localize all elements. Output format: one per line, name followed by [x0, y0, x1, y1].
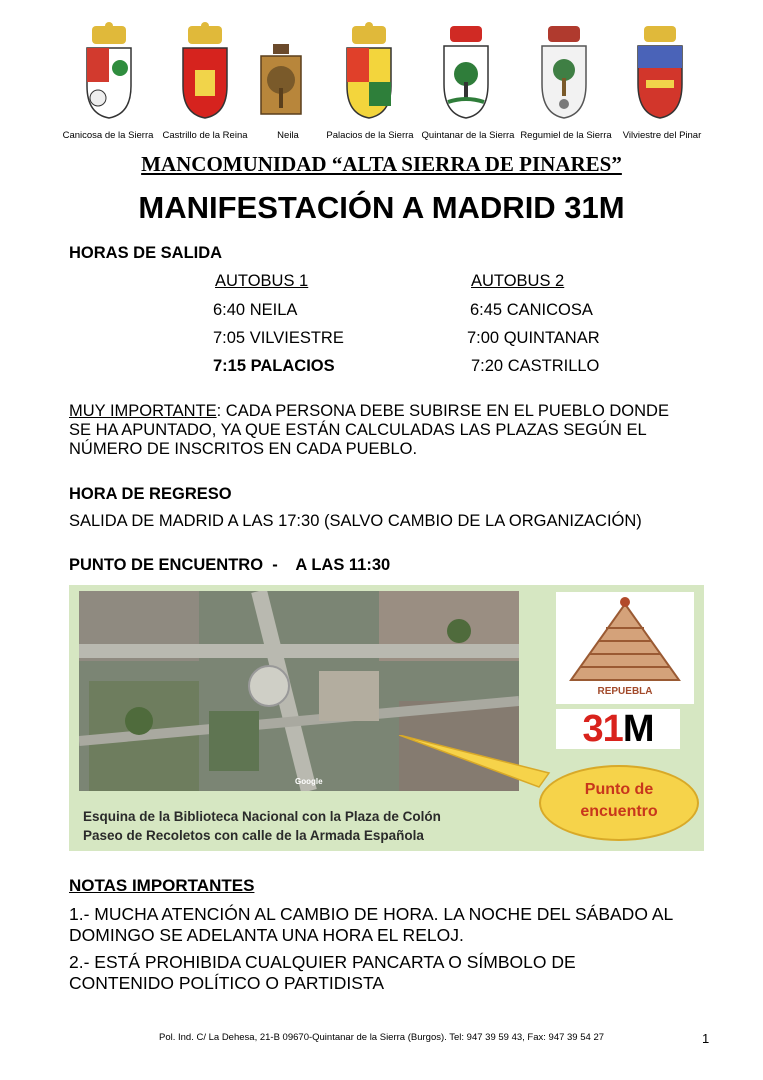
- meeting-map-panel: [69, 585, 704, 851]
- map-caption-line: Esquina de la Biblioteca Nacional con la Plaza de Colón: [83, 809, 441, 824]
- meeting-point-bubble: [539, 765, 699, 841]
- note-line: 1.- MUCHA ATENCIÓN AL CAMBIO DE HORA. LA NOCHE DEL SÁBADO AL: [69, 904, 674, 924]
- badge-letter: M: [622, 708, 654, 750]
- crest-palacios: [342, 22, 396, 122]
- repuebla-logo: [556, 592, 694, 704]
- page-number: 1: [702, 1031, 710, 1046]
- footer-address: Pol. Ind. C/ La Dehesa, 21-B 09670-Quintanar de la Sierra (Burgos). Tel: 947 39 59 43, Fax: 947 39 54 27: [158, 1032, 605, 1043]
- note-2: [69, 952, 709, 994]
- pointer-arrow: [399, 735, 559, 795]
- bus1-stop: 6:40 NEILA: [213, 301, 298, 319]
- map-caption-line: Paseo de Recoletos con calle de la Armada Española: [83, 828, 424, 843]
- crest-label: Canicosa de la Sierra: [62, 130, 154, 141]
- notes-heading: NOTAS IMPORTANTES: [69, 876, 255, 895]
- repuebla-logo-text: REPUEBLA: [597, 686, 653, 697]
- important-paragraph: [69, 402, 709, 459]
- page-title: MANIFESTACIÓN A MADRID 31M: [138, 190, 625, 225]
- crest-neila: [258, 22, 304, 122]
- note-line: DOMINGO SE ADELANTA UNA HORA EL RELOJ.: [69, 925, 464, 945]
- bus1-stop: 7:05 VILVIESTRE: [213, 329, 344, 347]
- crest-label: Neila: [277, 130, 299, 141]
- return-text: SALIDA DE MADRID A LAS 17:30 (SALVO CAMBIO DE LA ORGANIZACIÓN): [69, 512, 642, 530]
- note-1: [69, 904, 709, 946]
- return-heading: HORA DE REGRESO: [69, 485, 232, 503]
- badge-number: 31: [582, 708, 623, 750]
- bubble-line: Punto de: [584, 781, 654, 798]
- map-attribution: Google: [295, 777, 323, 786]
- crest-label: Vilviestre del Pinar: [622, 130, 702, 141]
- bus2-label: AUTOBUS 2: [471, 272, 565, 290]
- bus2-stop: 7:20 CASTRILLO: [471, 357, 600, 375]
- crest-label: Palacios de la Sierra: [326, 130, 414, 141]
- note-line: CONTENIDO POLÍTICO O PARTIDISTA: [69, 973, 385, 993]
- important-line: : CADA PERSONA DEBE SUBIRSE EN EL PUEBLO DONDE: [216, 402, 669, 420]
- bubble-line: encuentro: [580, 803, 658, 820]
- bus2-stop: 7:00 QUINTANAR: [467, 329, 600, 347]
- bus1-label: AUTOBUS 1: [215, 272, 309, 290]
- organization-title: MANCOMUNIDAD “ALTA SIERRA DE PINARES”: [141, 152, 622, 176]
- important-label: MUY IMPORTANTE: [69, 402, 217, 420]
- bus2-stop: 6:45 CANICOSA: [470, 301, 593, 319]
- note-line: 2.- ESTÁ PROHIBIDA CUALQUIER PANCARTA O SÍMBOLO DE: [69, 952, 576, 972]
- crest-label: Regumiel de la Sierra: [520, 130, 612, 141]
- bus1-stop: 7:15 PALACIOS: [213, 357, 335, 375]
- departures-heading: HORAS DE SALIDA: [69, 244, 223, 262]
- badge-31m: [556, 709, 680, 749]
- important-line: SE HA APUNTADO, YA QUE ESTÁN CALCULADAS LAS PLAZAS SEGÚN EL: [69, 421, 647, 439]
- important-line: NÚMERO DE INSCRITOS EN CADA PUEBLO.: [69, 440, 418, 458]
- crest-castrillo: [178, 22, 232, 122]
- crest-row: [60, 22, 705, 146]
- crest-canicosa: [82, 22, 136, 122]
- crest-label: Quintanar de la Sierra: [421, 130, 515, 141]
- meeting-heading: PUNTO DE ENCUENTRO - A LAS 11:30: [69, 556, 391, 574]
- crest-regumiel: [536, 22, 592, 122]
- crest-vilviestre: [632, 22, 688, 122]
- crest-label: Castrillo de la Reina: [162, 130, 248, 141]
- crest-quintanar: [438, 22, 494, 122]
